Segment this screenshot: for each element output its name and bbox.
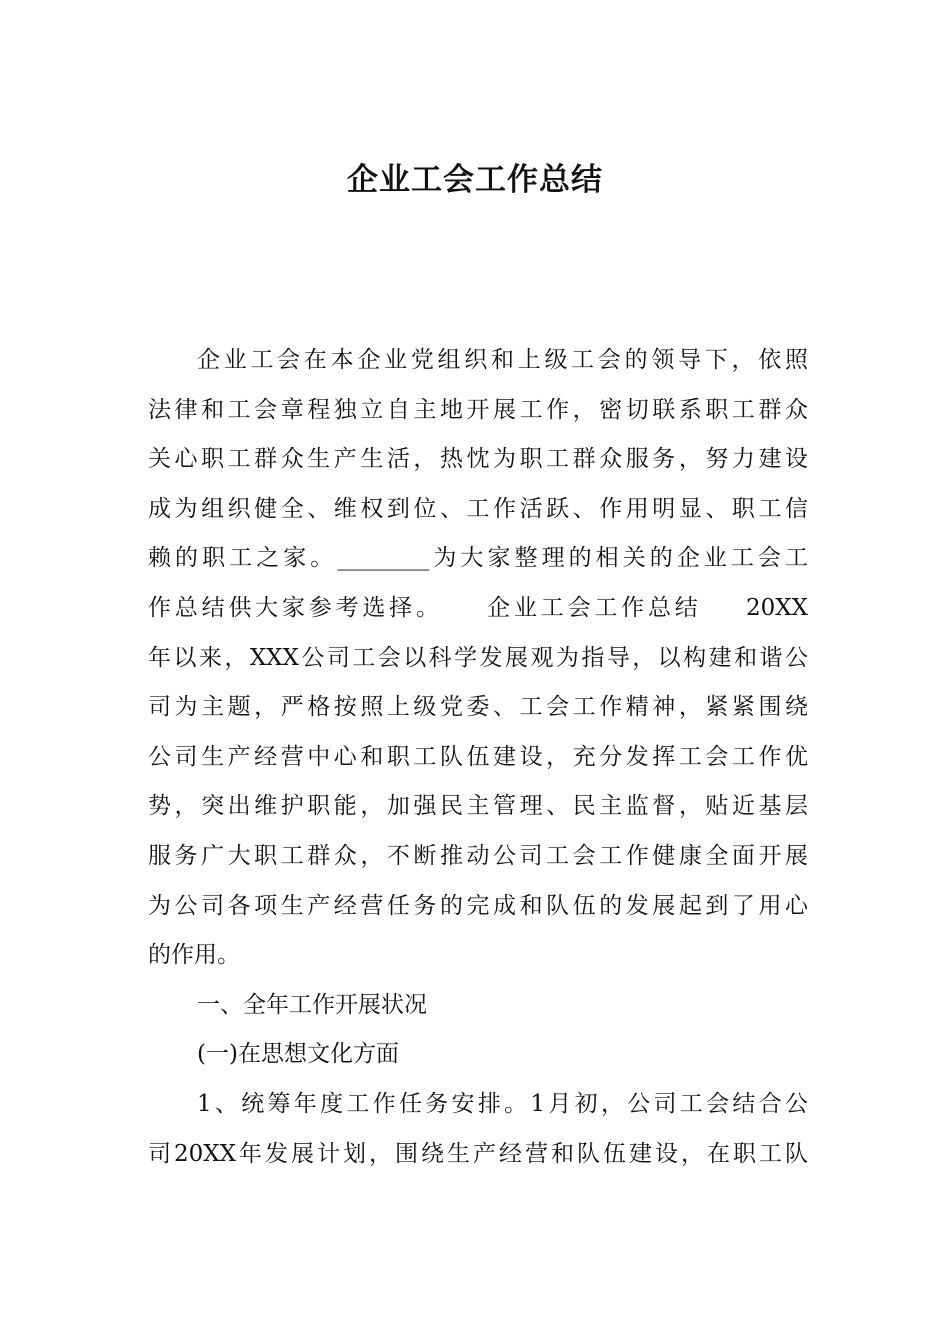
body-line: 企业工会在本企业党组织和上级工会的领导下，依照: [197, 347, 808, 373]
document-body: [148, 336, 808, 1179]
subsection-heading: (一)在思想文化方面: [197, 1041, 399, 1068]
body-line: 1、统筹年度工作任务安排。1月初，公司工会结合公: [197, 1090, 808, 1117]
body-line: 的作用。: [148, 942, 240, 969]
body-line: 法律和工会章程独立自主地开展工作，密切联系职工群众: [148, 396, 808, 423]
document-title: 企业工会工作总结: [347, 162, 603, 198]
body-line: 关心职工群众生产生活，热忱为职工群众服务，努力建设: [148, 446, 808, 473]
section-heading: 一、全年工作开展状况: [197, 991, 427, 1018]
body-line: 服务广大职工群众，不断推动公司工会工作健康全面开展: [148, 842, 808, 869]
body-line: 年以来，XXX公司工会以科学发展观为指导，以构建和谐公: [148, 644, 808, 671]
body-line: 司为主题，严格按照上级党委、工会工作精神，紧紧围绕: [148, 694, 808, 721]
body-line: 司20XX年发展计划，围绕生产经营和队伍建设，在职工队: [148, 1140, 808, 1167]
body-line: 公司生产经营中心和职工队伍建设，充分发挥工会工作优: [148, 743, 808, 770]
body-line: 作总结供大家参考选择。 企业工会工作总结 20XX: [148, 594, 808, 621]
body-line: 势，突出维护职能，加强民主管理、民主监督，贴近基层: [148, 793, 808, 820]
body-line: 成为组织健全、维权到位、工作活跃、作用明显、职工信: [148, 495, 808, 522]
body-line: 赖的职工之家。________为大家整理的相关的企业工会工: [148, 545, 808, 572]
body-line: 为公司各项生产经营任务的完成和队伍的发展起到了用心: [148, 892, 808, 919]
